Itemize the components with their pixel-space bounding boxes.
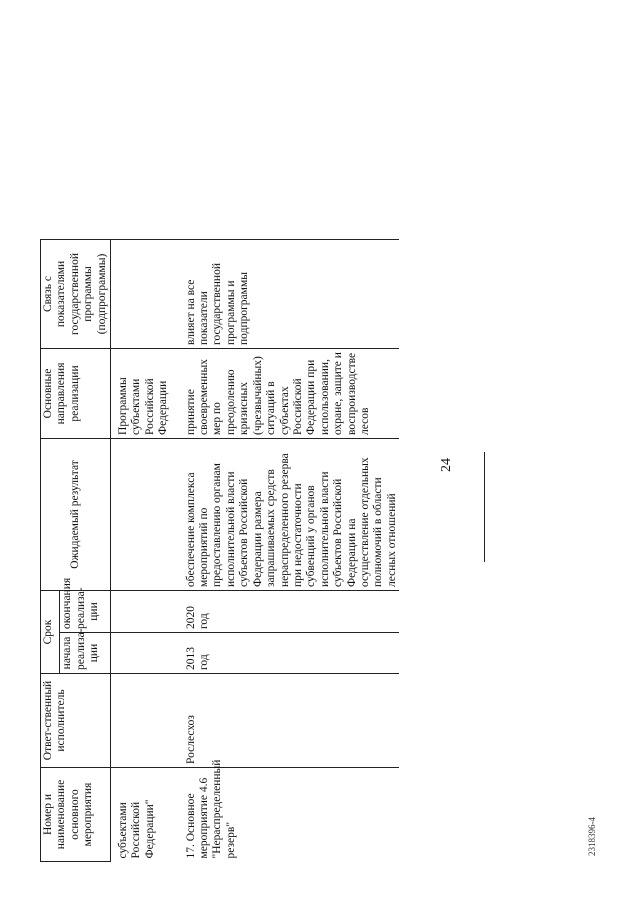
header-result: Ожидаемый результат [41, 438, 111, 590]
row-start: 2013 год [179, 633, 400, 674]
row-result: обеспечение комплекса мероприятий по предоставлению органам исполнительной власти субъектов Российской Федерации размера запрашиваемых средств нераспределенного резерва при недостаточности субвенций у органов исполнительной власти субъектов Российской Федерации на осуществление отдельных полномочий в области лесных отношений [179, 438, 400, 590]
row-spacer [179, 41, 400, 239]
header-start: начала реализа-ции [60, 633, 111, 674]
rotated-landscape-sheet [0, 42, 640, 862]
table-row [111, 41, 179, 861]
row-name: субъектами Российской Федерации" [117, 799, 156, 859]
footnote-rule [484, 452, 485, 562]
row-end [111, 590, 179, 632]
document-code: 2318396-4 [587, 817, 597, 856]
activities-table [40, 41, 399, 862]
row-name: 17. Основное мероприятие 4.6 "Нераспределенный резерв" [184, 759, 237, 859]
row-result [111, 438, 179, 590]
header-end: окончания реализа-ции [60, 590, 111, 632]
page-number: 24 [439, 458, 454, 472]
row-start [111, 633, 179, 674]
row-directions: Программы субъектами Российской Федерации [111, 348, 179, 438]
table-row [179, 41, 400, 861]
row-executor [111, 674, 179, 768]
header-link: Связь с показателями государственной программы (подпрограммы) [41, 239, 111, 348]
header-executor: Ответ-ственный исполнитель [41, 674, 111, 768]
row-directions: принятие своевременных мер по преодолению кризисных (чрезвычайных) ситуаций в субъектах Российской Федерации при использовании, охране, защите и воспроизводстве лесов [179, 348, 400, 438]
header-directions: Основные направления реализации [41, 348, 111, 438]
row-end: 2020 год [179, 590, 400, 632]
header-name: Номер и наименование основного мероприятия [41, 768, 111, 862]
row-spacer [111, 41, 179, 239]
row-link: влияет на все показатели государственной программы и подпрограммы [179, 239, 400, 348]
header-spacer [41, 41, 111, 239]
row-link [111, 239, 179, 348]
header-term: Срок [41, 590, 60, 673]
row-executor: Рослесхоз [179, 674, 400, 768]
